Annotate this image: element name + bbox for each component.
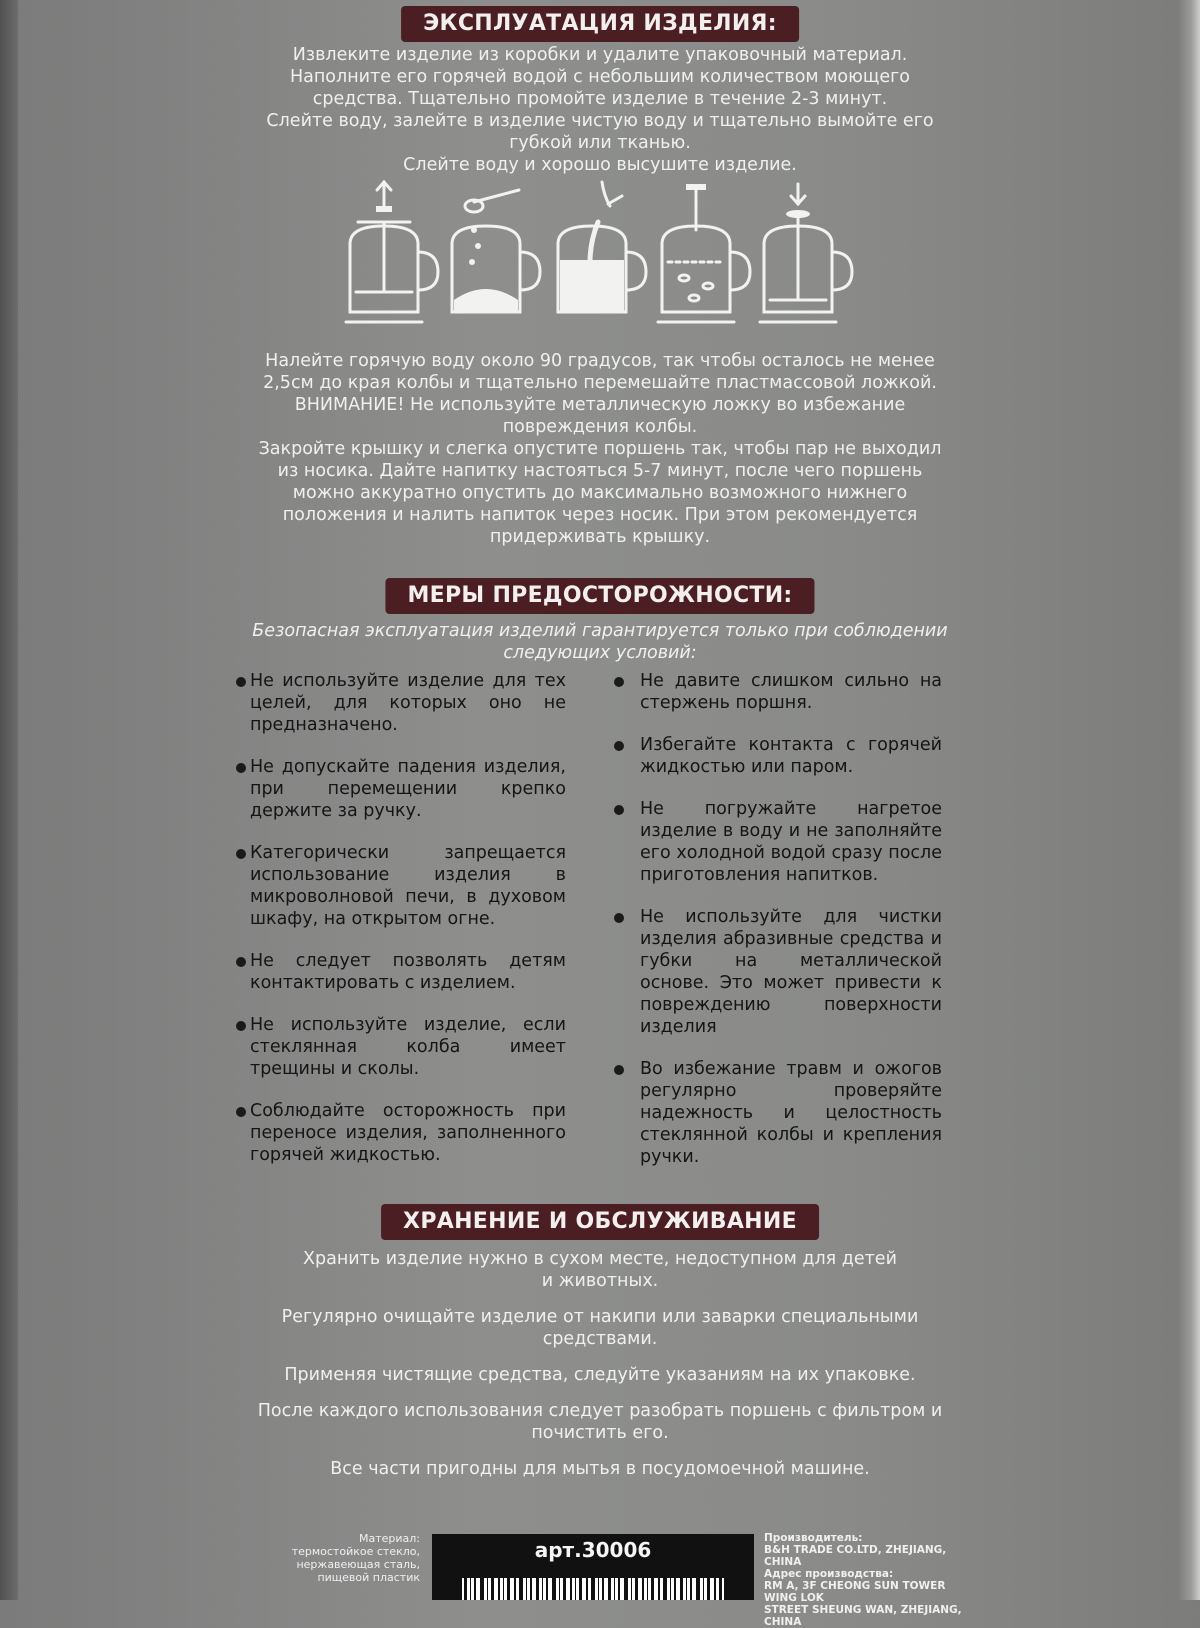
add-coffee-icon: [452, 190, 540, 312]
paragraph: Все части пригодны для мытья в посудомоечной машине.: [330, 1459, 870, 1479]
paragraph: После каждого использования следует разобрать поршень с фильтром и почистить его.: [257, 1401, 943, 1443]
producer-info: Производитель: B&H TRADE CO.LTD, ZHEJIANG, CHINA Адрес производства: RM A, 3F CHEONG SUN TOWER WING LOK STREET SHEUNG WAN, ZHEJIANG, CHINA: [764, 1532, 962, 1628]
text-line: губкой или тканью.: [509, 133, 691, 153]
storage-text: [200, 1248, 1000, 1494]
section-title-storage: ХРАНЕНИЕ И ОБСЛУЖИВАНИЕ: [381, 1204, 819, 1240]
section-title-precautions: МЕРЫ ПРЕДОСТОРОЖНОСТИ:: [385, 578, 814, 614]
section-title-usage: ЭКСПЛУАТАЦИЯ ИЗДЕЛИЯ:: [401, 6, 799, 42]
box-right-edge: [1178, 0, 1200, 1600]
article-barcode-box: [432, 1534, 754, 1600]
bullet-icon: [236, 957, 246, 967]
pour-water-icon: [558, 182, 646, 312]
text-line: повреждения колбы.: [502, 417, 698, 437]
list-item: Не погружайте нагретое изделие в воду и не заполняйте его холодной водой сразу после приготовления напитков.: [612, 798, 942, 886]
list-item: Не используйте изделие для тех целей, для которых оно не предназначено.: [236, 670, 566, 736]
material-info: Материал: термостойкое стекло, нержавеющая сталь, пищевой пластик: [291, 1532, 420, 1584]
barcode: [462, 1578, 724, 1600]
box-left-edge: [0, 0, 18, 1600]
bullet-icon: [236, 763, 246, 773]
list-item: Соблюдайте осторожность при переносе изделия, заполненного горячей жидкостью.: [236, 1100, 566, 1166]
text-line: Извлеките изделие из коробки и удалите упаковочный материал.: [292, 45, 908, 65]
text-line: можно аккуратно опустить до максимально возможного нижнего: [292, 483, 908, 503]
list-item: Не используйте изделие, если стеклянная колба имеет трещины и сколы.: [236, 1014, 566, 1080]
list-item: Избегайте контакта с горячей жидкостью или паром.: [612, 734, 942, 778]
text-line: Слейте воду, залейте в изделие чистую воду и тщательно вымойте его: [266, 111, 934, 131]
text-line: следующих условий:: [503, 643, 697, 663]
press-plunger-down-icon: [760, 184, 852, 322]
text-line: положения и налить напиток через носик. При этом рекомендуется: [282, 505, 918, 525]
usage-steps-icons: [340, 182, 860, 342]
precautions-left-list: [236, 670, 566, 1186]
text-line: Слейте воду и хорошо высушите изделие.: [403, 155, 797, 175]
bullet-icon: [236, 1107, 246, 1117]
list-item: Не давите слишком сильно на стержень поршня.: [612, 670, 942, 714]
press-plunger-up-icon: [346, 182, 438, 322]
bullet-icon: [614, 913, 624, 923]
list-item: Не допускайте падения изделия, при перемещении крепко держите за ручку.: [236, 756, 566, 822]
list-item: Категорически запрещается использование изделия в микроволновой печи, в духовом шкафу, на открытом огне.: [236, 842, 566, 930]
usage-intro: [200, 44, 1000, 176]
bullet-icon: [614, 741, 624, 751]
list-item: Не используйте для чистки изделия абразивные средства и губки на металлической основе. Это может привести к повреждению поверхности изделия: [612, 906, 942, 1038]
text-line: из носика. Дайте напитку настояться 5-7 минут, после чего поршень: [277, 461, 923, 481]
bullet-icon: [614, 805, 624, 815]
paragraph: Хранить изделие нужно в сухом месте, недоступном для детей и животных.: [303, 1249, 897, 1291]
text-line: 2,5см до края колбы и тщательно перемешайте пластмассовой ложкой.: [263, 373, 937, 393]
precautions-right-list: [612, 670, 942, 1188]
article-number: арт.30006: [534, 1538, 652, 1562]
text-line: Наполните его горячей водой с небольшим количеством моющего: [289, 67, 910, 87]
precautions-intro: [200, 620, 1000, 664]
text-line: ВНИМАНИЕ! Не используйте металлическую ложку во избежание: [294, 395, 906, 415]
usage-steps-text: [200, 350, 1000, 548]
bullet-icon: [236, 1021, 246, 1031]
bullet-icon: [236, 677, 246, 687]
list-item: Не следует позволять детям контактировать с изделием.: [236, 950, 566, 994]
text-line: средства. Тщательно промойте изделие в течение 2-3 минут.: [312, 89, 888, 109]
list-item: Во избежание травм и ожогов регулярно проверяйте надежность и целостность стеклянной колбы и крепления ручки.: [612, 1058, 942, 1168]
text-line: Закройте крышку и слегка опустите поршень так, чтобы пар не выходил: [258, 439, 942, 459]
bullet-icon: [236, 849, 246, 859]
text-line: Безопасная эксплуатация изделий гарантируется только при соблюдении: [252, 621, 948, 641]
steep-icon: [658, 184, 750, 322]
paragraph: Применяя чистящие средства, следуйте указаниям на их упаковке.: [284, 1365, 916, 1385]
bullet-icon: [614, 677, 624, 687]
text-line: придерживать крышку.: [489, 527, 711, 547]
paragraph: Регулярно очищайте изделие от накипи или заварки специальными средствами.: [281, 1307, 919, 1349]
bullet-icon: [614, 1065, 624, 1075]
text-line: Налейте горячую воду около 90 градусов, так чтобы осталось не менее: [265, 351, 935, 371]
